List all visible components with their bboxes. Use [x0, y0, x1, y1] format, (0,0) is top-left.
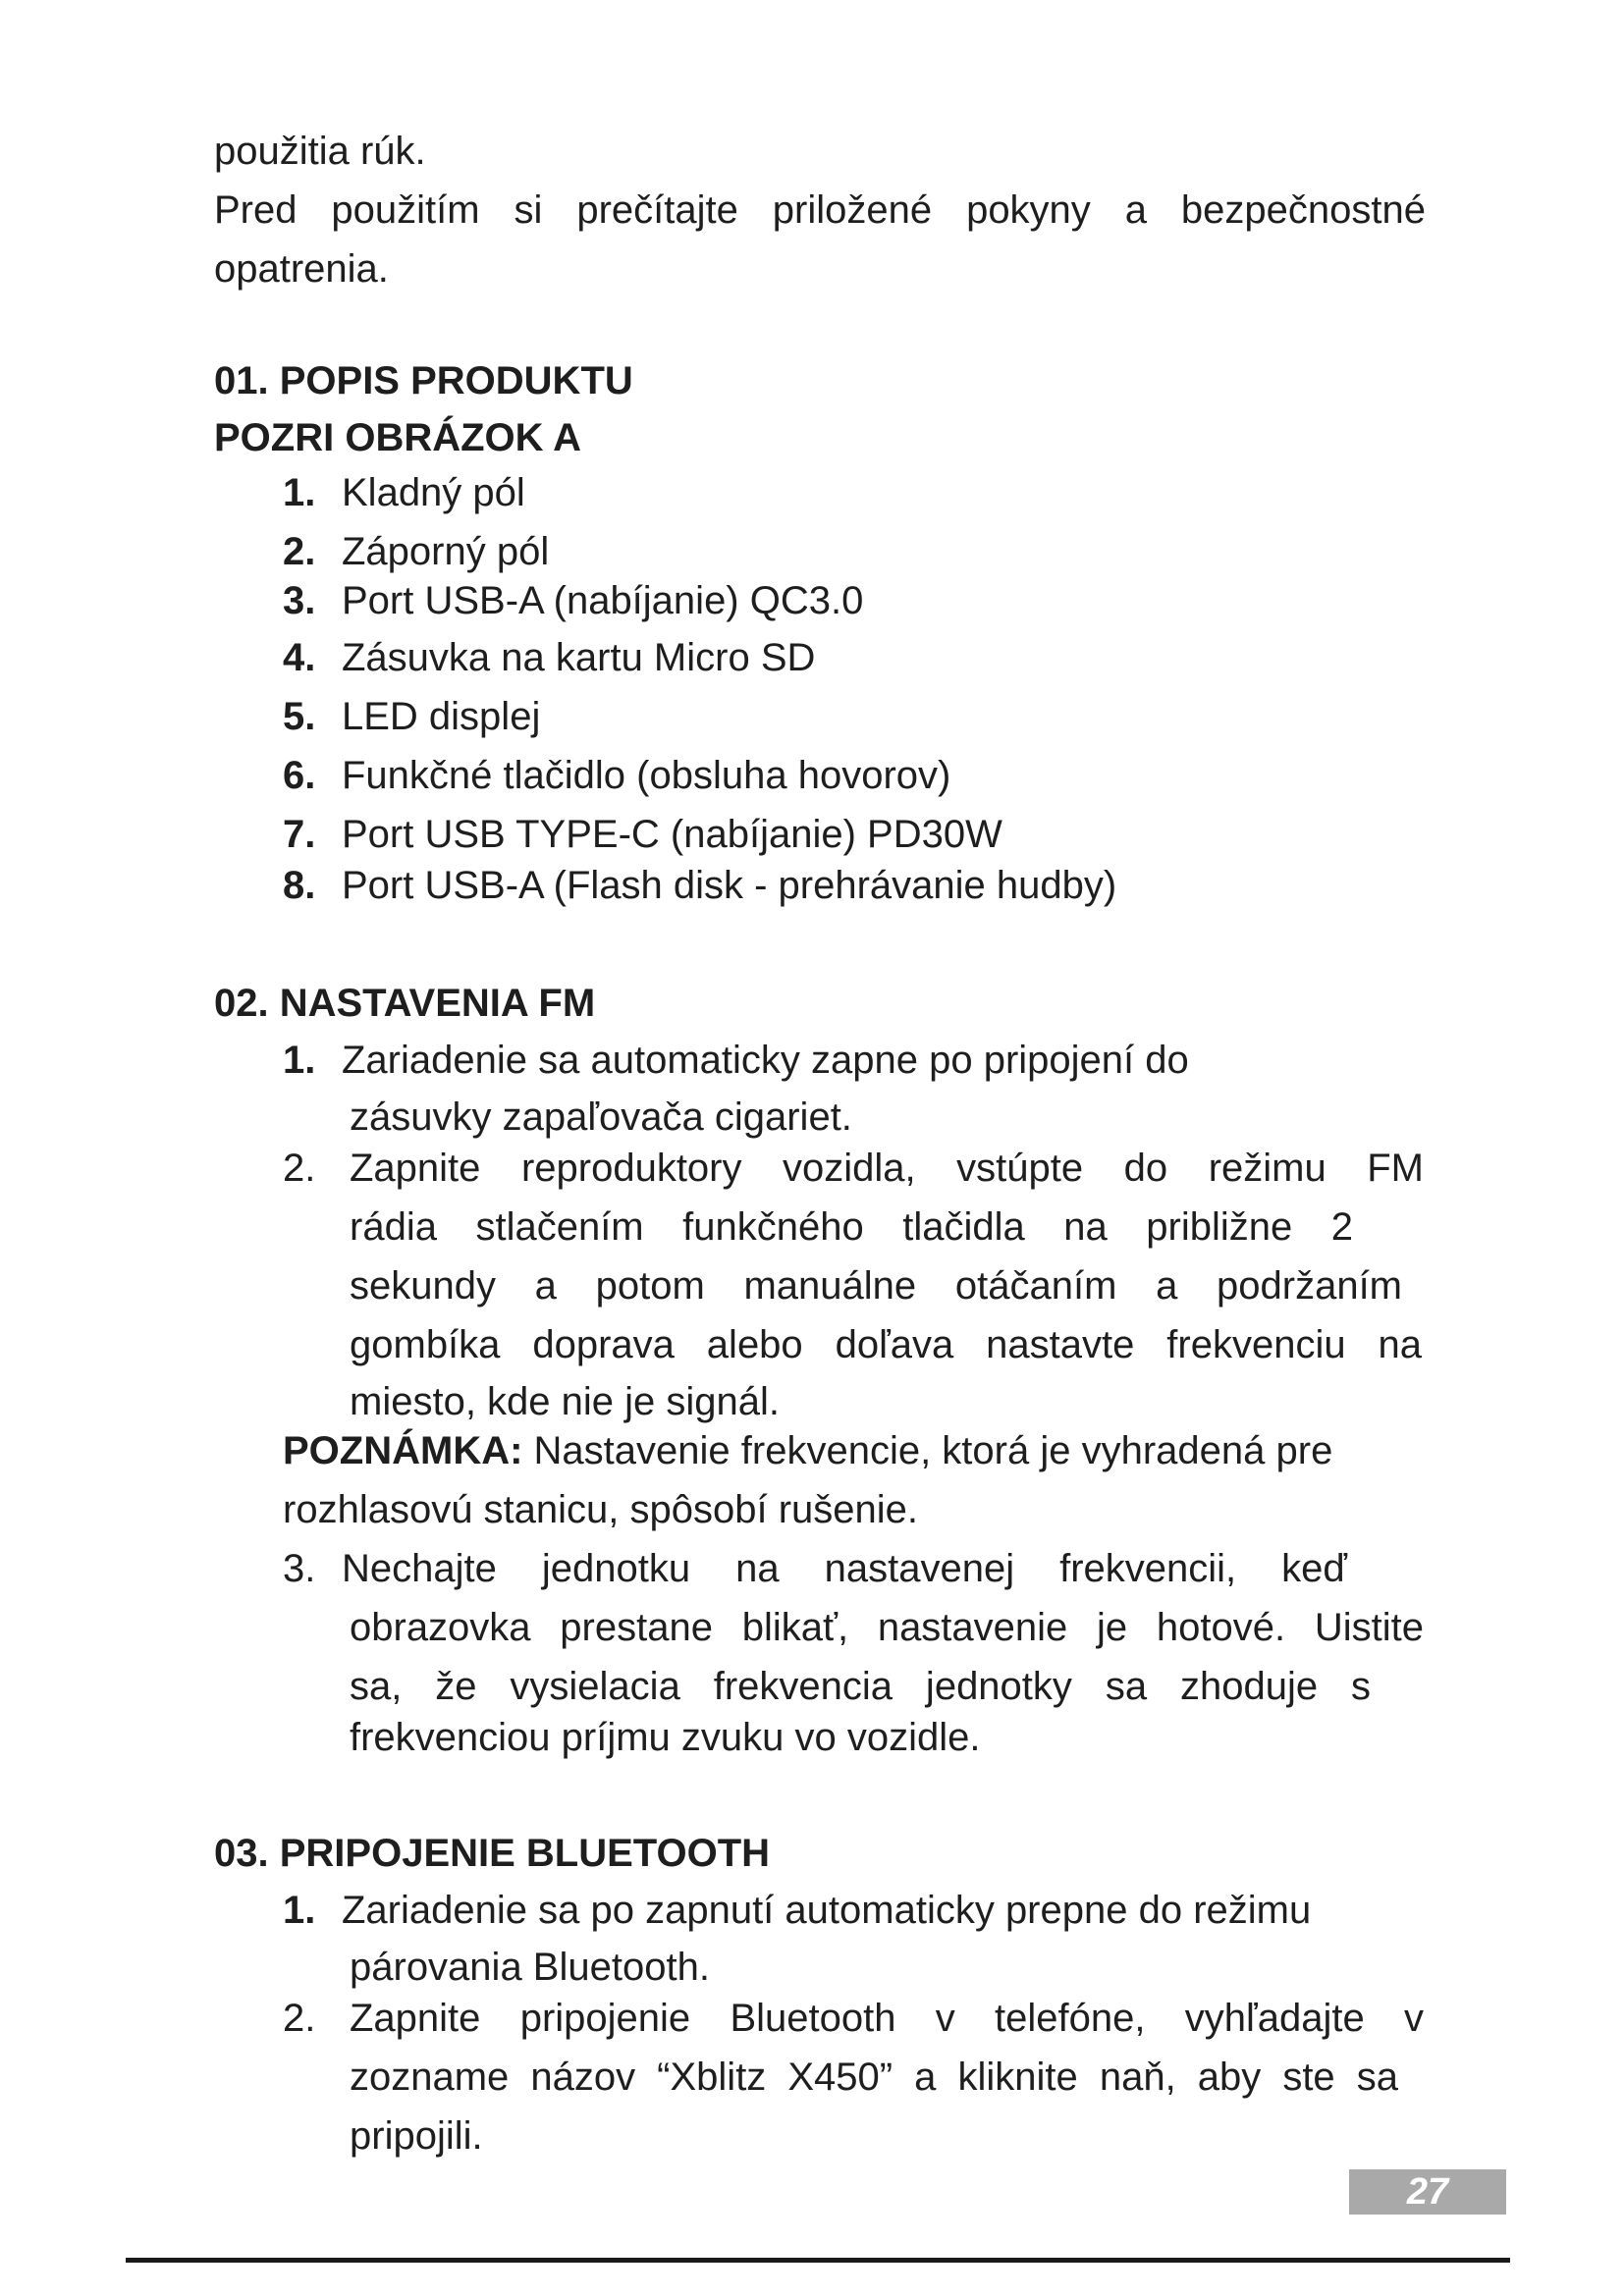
list-item — [283, 752, 950, 799]
bt-step-1-line-2: párovania Bluetooth. — [350, 1946, 710, 1989]
intro-line-1: použitia rúk. — [214, 130, 426, 173]
list-item-text: Port USB-A (Flash disk - prehrávanie hudby) — [342, 864, 1117, 907]
fm-step-2-line-4: gombíka doprava alebo doľava nastavte frekvenciu na — [350, 1323, 1422, 1366]
intro-line-3: opatrenia. — [214, 247, 389, 291]
fm-step-1-line-1: 1. Zariadenie sa automaticky zapne po pripojení do — [283, 1039, 1189, 1082]
fm-step-1-line-2: zásuvky zapaľovača cigariet. — [350, 1095, 852, 1139]
list-item — [283, 693, 540, 740]
page-number: 27 — [1349, 2169, 1506, 2215]
list-item-number: 2. — [283, 530, 316, 573]
list-item — [283, 528, 549, 575]
list-item-text: LED displej — [342, 695, 541, 738]
list-item-number: 5. — [283, 695, 316, 738]
list-item-number: 8. — [283, 864, 316, 907]
list-item — [283, 469, 525, 516]
footer-divider — [126, 2258, 1510, 2263]
fm-step-2-line-1: Zapnite reproduktory vozidla, vstúpte do režimu FM — [350, 1147, 1424, 1190]
list-item-number: 4. — [283, 636, 316, 679]
fm-step-3-line-3: sa, že vysielacia frekvencia jednotky sa zhoduje s — [350, 1665, 1371, 1708]
list-item-number: 2. — [283, 1147, 316, 1190]
bt-step-1-line-1: 1. Zariadenie sa po zapnutí automaticky prepne do režimu — [283, 1889, 1312, 1932]
section-1-subtitle: POZRI OBRÁZOK A — [214, 416, 582, 459]
list-item-text: Port USB TYPE-C (nabíjanie) PD30W — [342, 813, 1002, 856]
bt-step-2-line-1: Zapnite pripojenie Bluetooth v telefóne, vyhľadajte v — [350, 1997, 1424, 2040]
fm-step-2-line-5: miesto, kde nie je signál. — [350, 1380, 781, 1423]
list-item-number: 3. — [283, 1547, 316, 1590]
bt-step-2-line-2: zozname názov “Xblitz X450” a kliknite naň, aby ste sa — [350, 2056, 1398, 2099]
section-3-title: 03. PRIPOJENIE BLUETOOTH — [214, 1832, 771, 1875]
note-line-2: rozhlasovú stanicu, spôsobí rušenie. — [283, 1488, 919, 1531]
list-item-number: 1. — [283, 471, 316, 514]
fm-step-2-line-2: rádia stlačením funkčného tlačidla na približne 2 — [350, 1205, 1353, 1249]
list-item-number: 7. — [283, 813, 316, 856]
fm-step-3-line-4: frekvenciou príjmu zvuku vo vozidle. — [350, 1716, 981, 1759]
list-item-text: Záporný pól — [342, 530, 550, 573]
list-item-number: 1. — [283, 1039, 316, 1082]
list-item-text: Zásuvka na kartu Micro SD — [342, 636, 816, 679]
fm-step-3-line-1: Nechajte jednotku na nastavenej frekvencii, keď — [342, 1547, 1347, 1590]
list-item-number: 1. — [283, 1889, 316, 1932]
list-item-number: 2. — [283, 1997, 316, 2040]
intro-line-2: Pred použitím si prečítajte priložené pokyny a bezpečnostné — [214, 188, 1426, 232]
list-item-text: Port USB-A (nabíjanie) QC3.0 — [342, 579, 864, 622]
fm-step-3-line-2: obrazovka prestane blikať, nastavenie je hotové. Uistite — [350, 1606, 1424, 1649]
list-item — [283, 811, 1002, 858]
note-line-1: POZNÁMKA: Nastavenie frekvencie, ktorá je vyhradená pre — [283, 1429, 1333, 1472]
list-item — [283, 634, 815, 681]
list-item — [283, 862, 1116, 909]
list-item-number: 6. — [283, 754, 316, 797]
list-item-number: 3. — [283, 579, 316, 622]
list-item-text: Funkčné tlačidlo (obsluha hovorov) — [342, 754, 951, 797]
list-item-text: Kladný pól — [342, 471, 525, 514]
bt-step-2-line-3: pripojili. — [350, 2114, 483, 2158]
section-2-title: 02. NASTAVENIA FM — [214, 982, 596, 1025]
note-label: POZNÁMKA: — [283, 1429, 523, 1472]
list-item — [283, 577, 863, 624]
fm-step-2-line-3: sekundy a potom manuálne otáčaním a podržaním — [350, 1264, 1402, 1308]
section-1-title: 01. POPIS PRODUKTU — [214, 359, 633, 402]
